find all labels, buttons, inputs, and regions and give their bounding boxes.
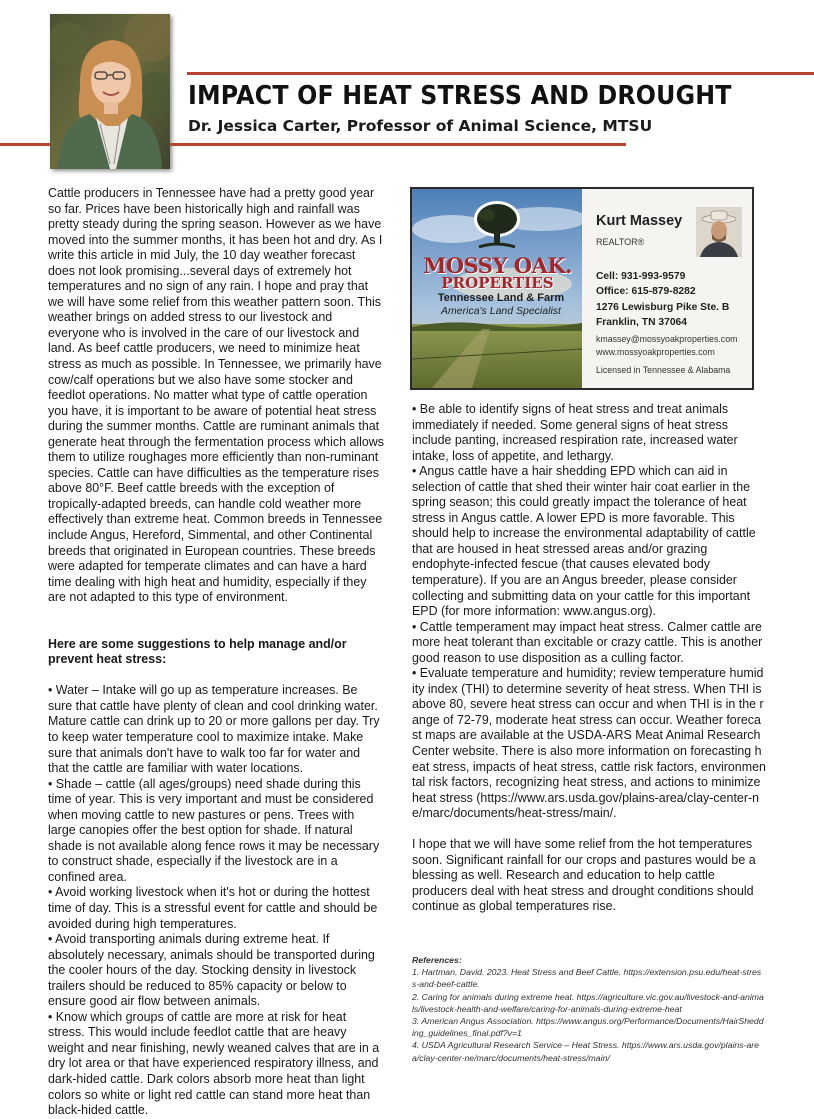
header-rule-left [0,143,50,146]
oak-tree-logo-icon [473,197,521,249]
agent-office: Office: 615-879-8282 [596,286,696,297]
reference-item: 1. Hartman, David. 2023. Heat Stress and Beef Cattle. https://extension.psu.edu/heat-stress-and-beef-cattle. [412,967,762,990]
closing-paragraph: I hope that we will have some relief from the hot temperatures soon. Significant rainfall for our crops and pastures would be a blessing as well. Research and education to help cattle producers deal with heat stress and drought conditions should continue as global temperatures rise. [412,837,756,914]
bullet-at-risk-groups: • Know which groups of cattle are more at risk for heat stress. This would include feedlot cattle that are heavy weight and near finishing, newly weaned calves that are in a dry lot area or that have experienced respiratory illness, and dark-hided cattle. Dark colors absorb more heat than light colors so white or light red cattle can stand more heat than black-hided cattle. [48,1009,380,1118]
agent-address-line1: 1276 Lewisburg Pike Ste. B [596,302,730,313]
reference-item: 3. American Angus Association. https://www.angus.org/Performance/Documents/HairShedding_guidelines_final.pdf?v=1 [412,1016,764,1039]
ad-contact-card [582,189,752,388]
agent-photo-icon [696,207,742,257]
bullet-water: • Water – Intake will go up as temperature increases. Be sure that cattle have plenty of clean and cool drinking water. Mature cattle can drink up to 20 or more gallons per day. Try to keep water temperature cool to maximize intake. Make sure that animals don't have to walk too far for water and that the cattle are familiar with water locations. [48,683,380,776]
reference-item: 2. Caring for animals during extreme heat. https://agriculture.vic.gov.au/livestock-and-animals/livestock-health-and-welfare/caring-for-animals-during-extreme-heat [412,991,764,1014]
agent-role: REALTOR® [596,237,645,247]
right-column [412,402,766,915]
author-photo [50,14,170,169]
author-byline: Dr. Jessica Carter, Professor of Animal Science, MTSU [188,117,653,135]
bullet-thi: • Evaluate temperature and humidity; review temperature humidity index (THI) to determine severity of heat stress. When THI is above 80, severe heat stress can occur and when THI is in the range of 72-79, moderate heat stress can occur. Weather forecast maps are available at the USDA-ARS Meat Animal Research Center website. There is also more information on forecasting heat stress, impacts of heat stress, cattle risk factors, environmental risk factors, recognizing heat stress, and actions to minimize heat stress (https://www.ars.usda.gov/plains-area/clay-center-ne/marc/documents/heat-stress/main/. [412,666,766,821]
header-rule-bottom [170,143,626,146]
author-portrait-image [50,14,170,169]
bullet-shade: • Shade – cattle (all ages/groups) need shade during this time of year. This is very important and must be considered when moving cattle to new pastures or pens. Trees with large canopies offer the best option for shade. If natural shade is not available along fence rows it may be necessary to construct shade, especially if the livestock are in a confined area. [48,776,380,884]
agent-license: Licensed in Tennessee & Alabama [596,365,731,375]
bullet-temperament: • Cattle temperament may impact heat stress. Calmer cattle are more heat tolerant than excitable or crazy cattle. This is another good reason to use disposition as a culling factor. [412,619,763,665]
brand-properties: PROPERTIES [441,274,554,292]
ad-landscape-photo [412,189,582,388]
header-rule-top [187,72,814,75]
agent-portrait [696,207,742,257]
agent-cell: Cell: 931-993-9579 [596,271,686,282]
bullet-identify-signs: • Be able to identify signs of heat stress and treat animals immediately if needed. Some general signs of heat stress include panting, increased respiration rate, increased water intake, loss of appetite, and lethargy. [412,402,738,463]
references-title: References: [412,955,462,965]
agent-address-line2: Franklin, TN 37064 [596,317,687,328]
brand-name: MOSSY OAK. [423,253,572,278]
page-title: IMPACT OF HEAT STRESS AND DROUGHT [188,81,732,111]
reference-item: 4. USDA Agricultural Research Service – Heat Stress. https://www.ars.usda.gov/plains-area/clay-center-ne/marc/documents/heat-stress/main/ [412,1040,759,1063]
bullet-avoid-working: • Avoid working livestock when it's hot or during the hottest time of day. This is a stressful event for cattle and should be avoided during high temperatures. [48,885,378,931]
agent-email: kmassey@mossyoakproperties.com [596,334,738,344]
references [412,954,764,1064]
brand-subtitle: Tennessee Land & Farm [437,292,565,304]
bullet-avoid-transport: • Avoid transporting animals during extreme heat. If absolutely necessary, animals should be transported during the cooler hours of the day. Stocking density in livestock trailers should be reduced to 85% capacity or below to ensure good air flow between animals. [48,932,375,1009]
agent-website: www.mossyoakproperties.com [596,347,715,357]
suggestions-heading: Here are some suggestions to help manage and/or prevent heat stress: [48,636,347,667]
left-column [48,186,384,1119]
agent-name: Kurt Massey [596,213,683,229]
brand-tagline: America's Land Specialist [441,305,561,317]
bullet-hair-shedding-epd: • Angus cattle have a hair shedding EPD which can aid in selection of cattle that shed their winter hair coat earlier in the spring season; this could greatly impact the tolerance of heat stress in Angus cattle. A lower EPD is more favorable. This should help to increase the environmental adaptability of cattle that are housed in heat stressed areas and/or grazing endophyte-infected fescue (that causes elevated body temperature). If you are an Angus breeder, please consider collecting and submitting data on your cattle for this important EPD (for more information: www.angus.org). [412,464,756,619]
realtor-advertisement [410,187,754,390]
intro-paragraph: Cattle producers in Tennessee have had a pretty good year so far. Prices have been historically high and rainfall was pretty steady during the spring season. However as we have moved into the summer months, it has been hot and dry. As I write this article in mid July, the 10 day weather forecast does not look promising...several days of extremely hot temperatures and no sign of any rain. I hope and pray that we will have some relief from this weather pattern soon. This weather brings on added stress to our livestock and everyone who is involved in the care of our livestock and land. As beef cattle producers, we need to minimize heat stress as much as possible. In Tennessee, we primarily have cow/calf operations but we also have some stocker and feedlot operations. No matter what type of cattle operation you have, it is important to be aware of potential heat stress during the summer months. Cattle are ruminant animals that generate heat through the fermentation process which allows them to utilize roughages more efficiently than non-ruminant species. Cattle can have difficulties as the temperature rises above 80°F. Beef cattle breeds with the exception of tropically-adapted breeds, can handle cold weather more effectively than extreme heat. Common breeds in Tennessee include Angus, Hereford, Simmental, and other Continental breeds that originated in European countries. These breeds were adapted for temperate climates and can have a hard time dealing with high heat and humidity, especially if they are not adapted to this type of environment. [48,186,385,605]
